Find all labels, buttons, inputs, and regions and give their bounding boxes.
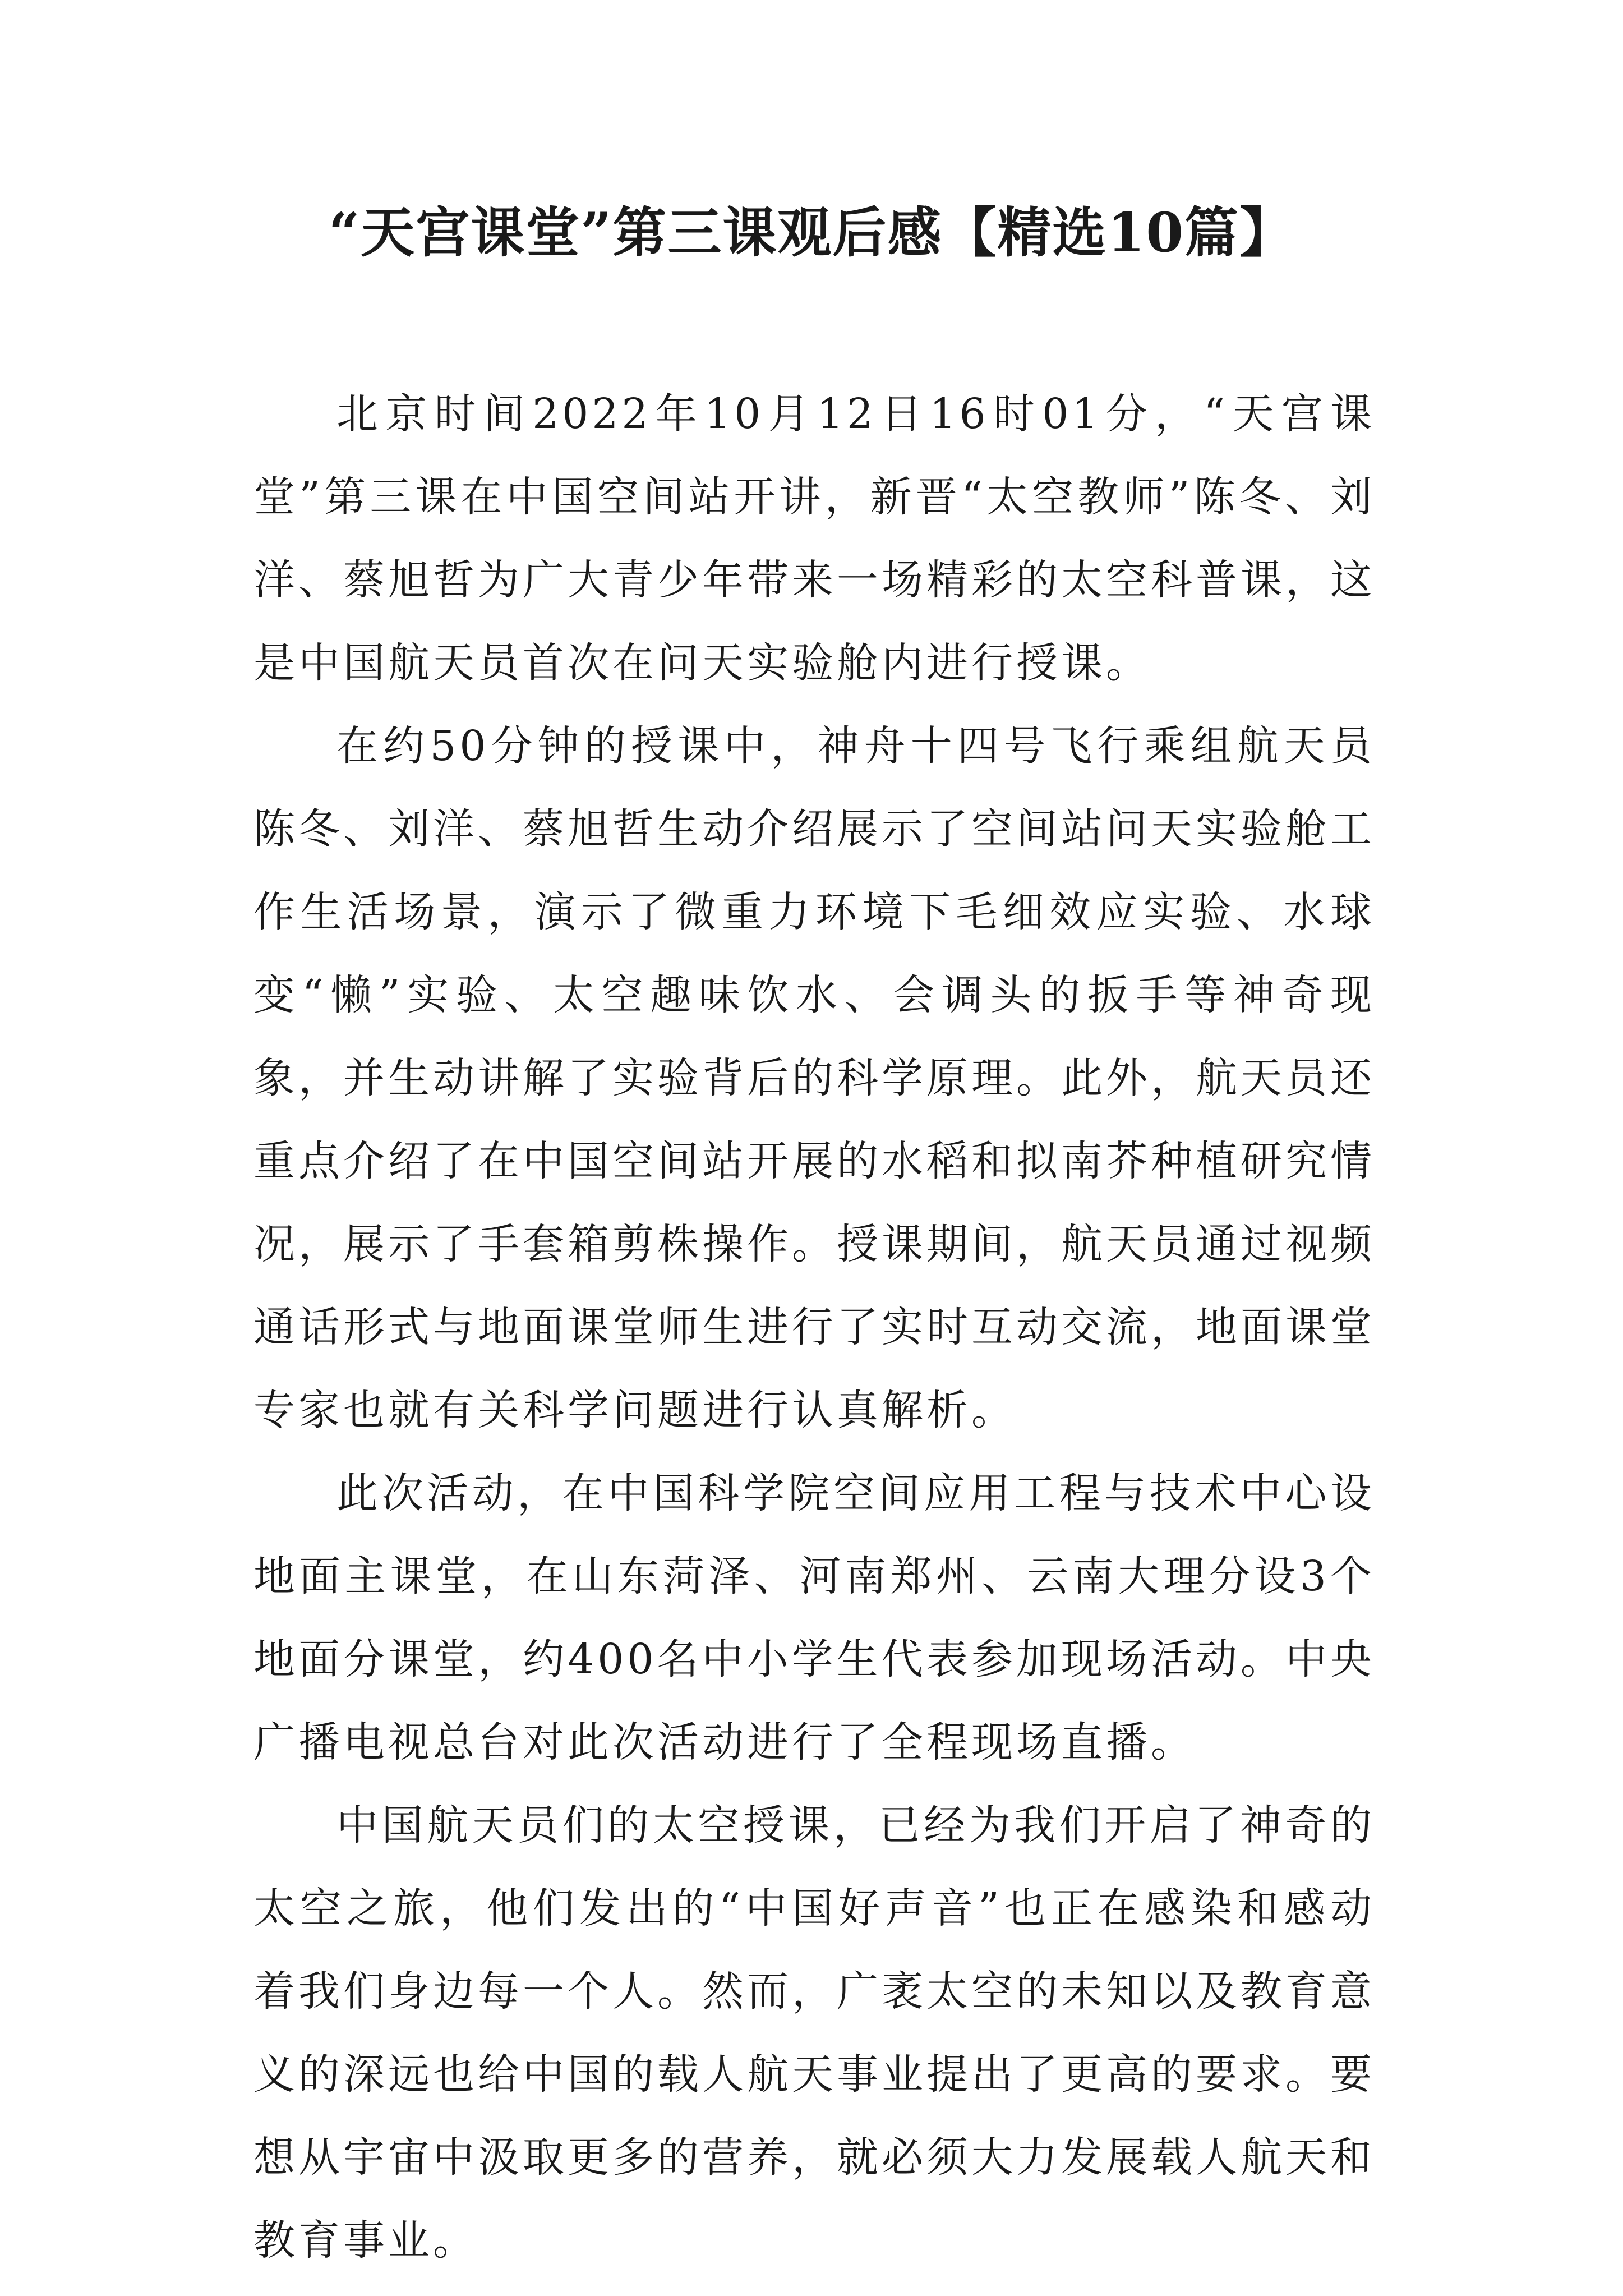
paragraph-3: 此次活动，在中国科学院空间应用工程与技术中心设地面主课堂，在山东菏泽、河南郑州、云南大理分设3个地面分课堂，约400名中小学生代表参加现场活动。中央广播电视总台对此次活动进行了全程现场直播。	[253, 1469, 1375, 1766]
document-body	[253, 372, 1375, 2282]
paragraph-1: 北京时间2022年10月12日16时01分，“天宫课堂”第三课在中国空间站开讲，新晋“太空教师”陈冬、刘洋、蔡旭哲为广大青少年带来一场精彩的太空科普课，这是中国航天员首次在问天实验舱内进行授课。	[253, 390, 1375, 687]
paragraph-2: 在约50分钟的授课中，神舟十四号飞行乘组航天员陈冬、刘洋、蔡旭哲生动介绍展示了空间站问天实验舱工作生活场景，演示了微重力环境下毛细效应实验、水球变“懒”实验、太空趣味饮水、会调头的扳手等神奇现象，并生动讲解了实验背后的科学原理。此外，航天员还重点介绍了在中国空间站开展的水稻和拟南芥种植研究情况，展示了手套箱剪株操作。授课期间，航天员通过视频通话形式与地面课堂师生进行了实时互动交流，地面课堂专家也就有关科学问题进行认真解析。	[253, 722, 1375, 1434]
document-title: “天宫课堂”第三课观后感【精选10篇】	[328, 201, 1295, 264]
paragraph-4: 中国航天员们的太空授课，已经为我们开启了神奇的太空之旅，他们发出的“中国好声音”也正在感染和感动着我们身边每一个人。然而，广袤太空的未知以及教育意义的深远也给中国的载人航天事业提出了更高的要求。要想从宇宙中汲取更多的营养，就必须大力发展载人航天和教育事业。	[253, 1801, 1375, 2265]
